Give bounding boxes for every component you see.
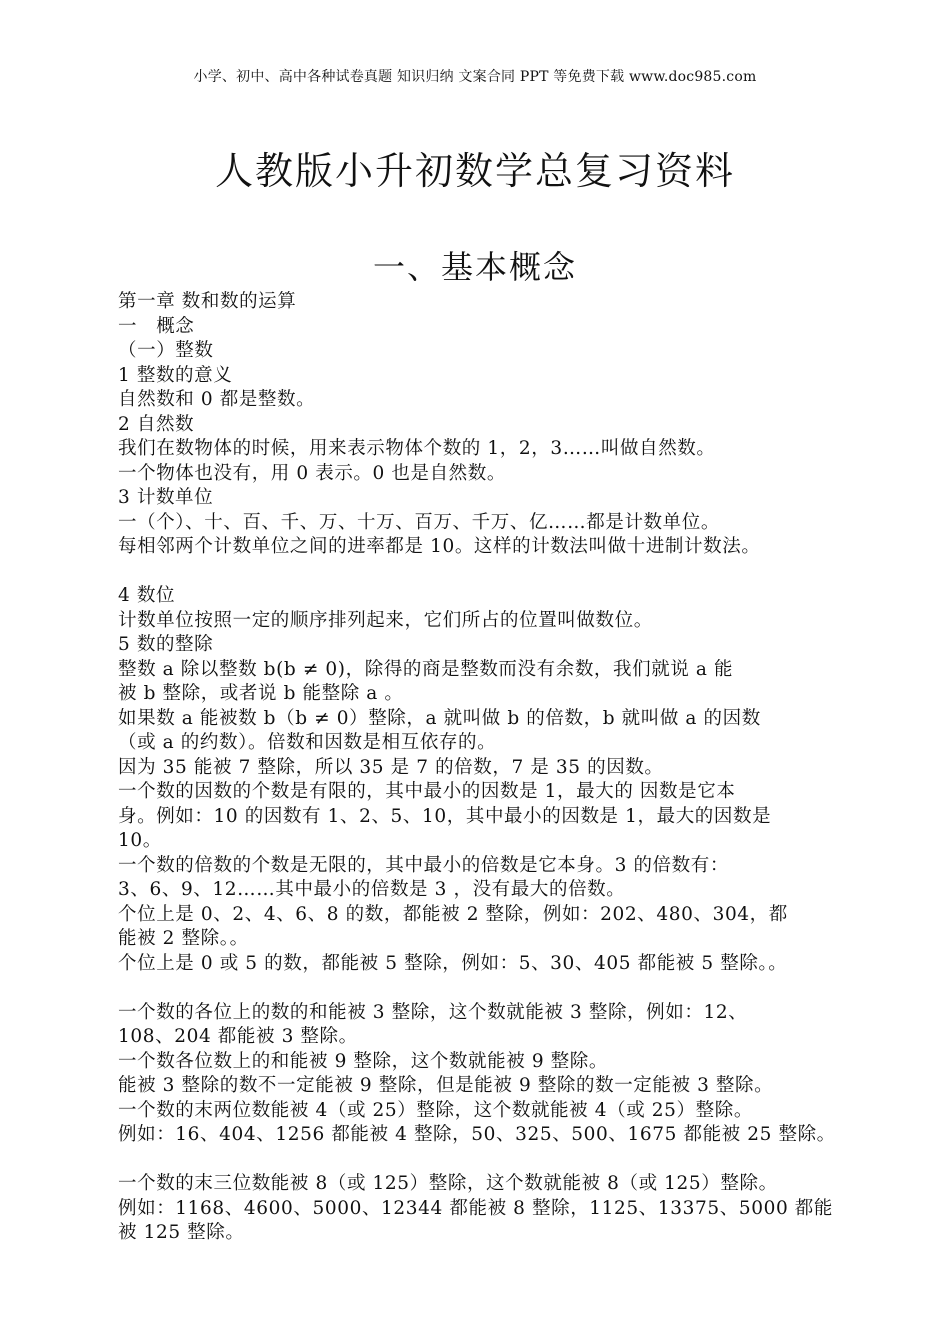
text-line: 个位上是 0 或 5 的数，都能被 5 整除，例如：5、30、405 都能被 5 整除。。 [118, 952, 788, 974]
blank-line [118, 560, 878, 585]
text-line: 一个数各位数上的和能被 9 整除，这个数就能被 9 整除。 [118, 1050, 608, 1072]
blank-line [118, 1148, 878, 1173]
document-body [118, 290, 878, 1246]
text-line: 例如：1168、4600、5000、12344 都能被 8 整除，1125、13375、5000 都能 [118, 1197, 834, 1219]
text-line: 能被 3 整除的数不一定能被 9 整除，但是能被 9 整除的数一定能被 3 整除。 [118, 1075, 774, 1096]
text-line: 我们在数物体的时候，用来表示物体个数的 1，2，3……叫做自然数。 [118, 438, 716, 459]
text-line: 例如：16、404、1256 都能被 4 整除，50、325、500、1675 都能被 25 整除。 [118, 1124, 836, 1145]
text-line: 5 数的整除 [118, 634, 214, 655]
page-header: 小学、初中、高中各种试卷真题 知识归纳 文案合同 PPT 等免费下载 www.doc985.com [193, 69, 757, 85]
text-line: 能被 2 整除。。 [118, 928, 249, 949]
text-line: 计数单位按照一定的顺序排列起来，它们所占的位置叫做数位。 [118, 609, 653, 631]
text-line: 10。 [118, 830, 162, 851]
text-line: 一 概念 [118, 315, 195, 337]
text-line: 自然数和 0 都是整数。 [118, 389, 316, 410]
text-line: 被 b 整除，或者说 b 能整除 a 。 [118, 683, 404, 704]
text-line: （一）整数 [118, 340, 214, 361]
text-line: 一（个）、十、百、千、万、十万、百万、千万、亿……都是计数单位。 [118, 511, 720, 533]
text-line: 身。例如：10 的因数有 1、2、5、10，其中最小的因数是 1，最大的因数是 [118, 805, 772, 827]
text-line: 一个物体也没有，用 0 表示。0 也是自然数。 [118, 462, 506, 484]
text-line: 被 125 整除。 [118, 1222, 245, 1243]
text-line: 3、6、9、12……其中最小的倍数是 3 ，没有最大的倍数。 [118, 879, 626, 900]
text-line: 第一章 数和数的运算 [118, 291, 297, 312]
text-line: 个位上是 0、2、4、6、8 的数，都能被 2 整除，例如：202、480、304，都 [118, 903, 788, 925]
text-line: 1 整数的意义 [118, 364, 233, 386]
document-title: 人教版小升初数学总复习资料 [214, 149, 735, 193]
text-line: 整数 a 除以整数 b(b ≠ 0)，除得的商是整数而没有余数，我们就说 a 能 [118, 658, 734, 680]
text-line: 一个数的因数的个数是有限的，其中最小的因数是 1，最大的 因数是它本 [118, 781, 736, 802]
text-line: 3 计数单位 [118, 487, 214, 508]
text-line: 每相邻两个计数单位之间的进率都是 10。这样的计数法叫做十进制计数法。 [118, 536, 761, 557]
text-line: 因为 35 能被 7 整除，所以 35 是 7 的倍数，7 是 35 的因数。 [118, 756, 664, 778]
section-title: 一、基本概念 [372, 248, 577, 286]
text-line: 2 自然数 [118, 413, 195, 435]
text-line: 一个数的末两位数能被 4（或 25）整除，这个数就能被 4（或 25）整除。 [118, 1099, 753, 1121]
text-line: 一个数的各位上的数的和能被 3 整除，这个数就能被 3 整除，例如：12、 [118, 1001, 748, 1023]
text-line: （或 a 的约数）。倍数和因数是相互依存的。 [118, 732, 497, 753]
text-line: 4 数位 [118, 585, 176, 606]
text-line: 一个数的倍数的个数是无限的，其中最小的倍数是它本身。3 的倍数有： [118, 854, 729, 876]
text-line: 108、204 都能被 3 整除。 [118, 1026, 358, 1047]
text-line: 一个数的末三位数能被 8（或 125）整除，这个数就能被 8（或 125）整除。 [118, 1173, 778, 1194]
blank-line [118, 976, 878, 1001]
text-line: 如果数 a 能被数 b（b ≠ 0）整除，a 就叫做 b 的倍数，b 就叫做 a 的因数 [118, 707, 761, 729]
